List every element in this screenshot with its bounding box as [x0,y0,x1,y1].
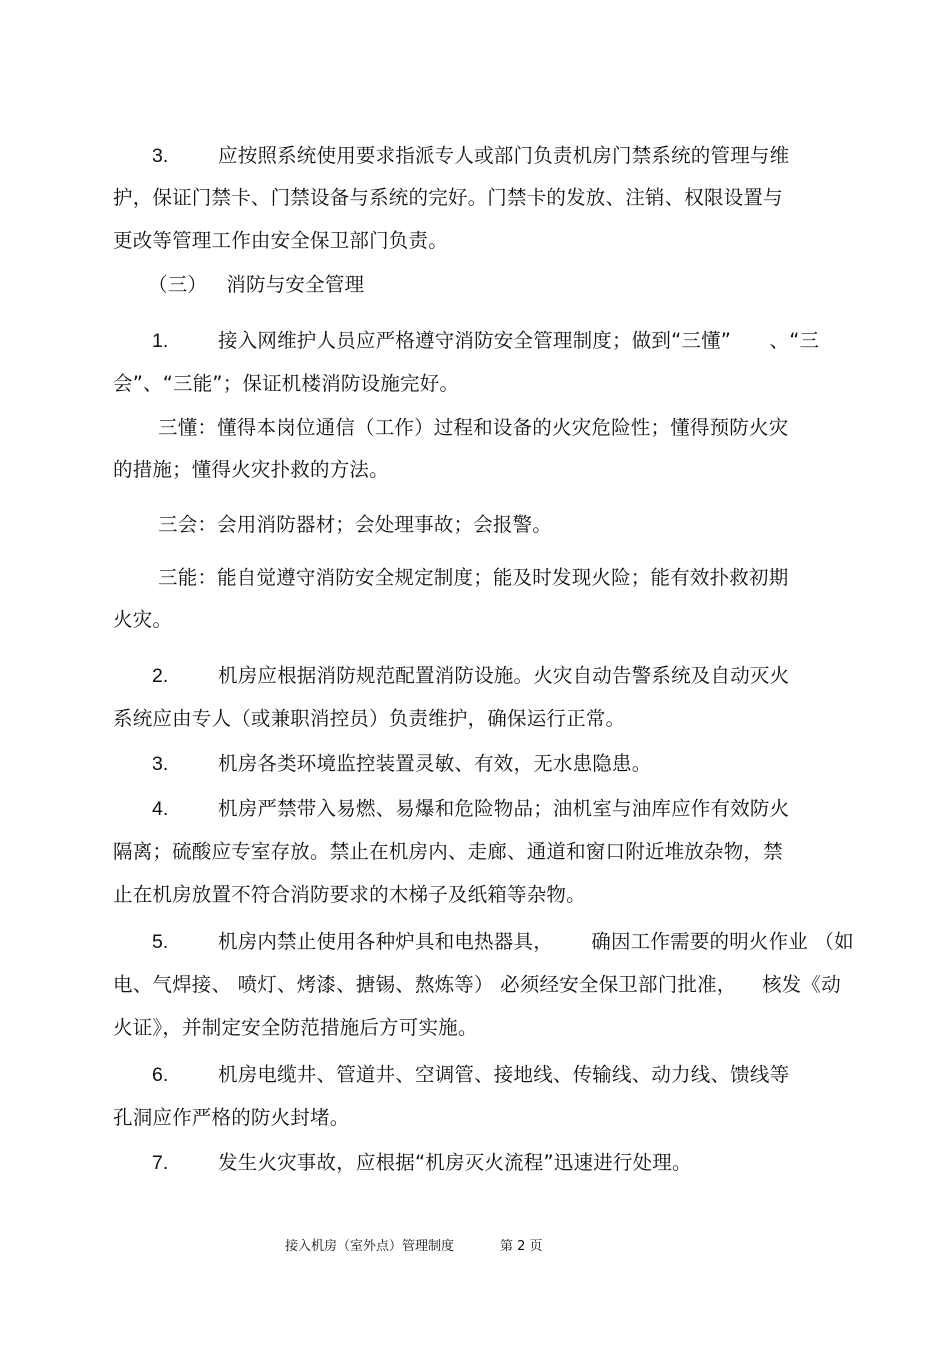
footer-page-number: 第 2 页 [500,1239,543,1254]
section-heading: （三） 消防与安全管理 [148,273,365,296]
paragraph-line: 孔洞应作严格的防火封堵。 [113,1106,350,1129]
paragraph-line: 会”、“三能”；保证机楼消防设施完好。 [113,372,460,395]
paragraph-line: 机房应根据消防规范配置消防设施。火灾自动告警系统及自动灭火 [218,664,790,687]
item-number: 1. [152,330,169,352]
paragraph-line: 隔离；硫酸应专室存放。禁止在机房内、走廊、通道和窗口附近堆放杂物，禁 [113,840,783,863]
footer-title: 接入机房（室外点）管理制度 [285,1239,455,1254]
paragraph-line: 电、气焊接、 喷灯、烤漆、搪锡、熬炼等） 必须经安全保卫部门批准， 核发《动 [113,973,841,996]
paragraph-line: 应按照系统使用要求指派专人或部门负责机房门禁系统的管理与维 [218,144,790,167]
item-number: 4. [152,798,169,820]
paragraph-line: 火证》，并制定安全防范措施后方可实施。 [113,1016,478,1039]
paragraph-line: 止在机房放置不符合消防要求的木梯子及纸箱等杂物。 [113,883,586,906]
paragraph-line: 三能：能自觉遵守消防安全规定制度；能及时发现火险；能有效扑救初期 [158,566,789,589]
paragraph-line: 更改等管理工作由安全保卫部门负责。 [113,229,448,252]
item-number: 2. [152,665,169,687]
item-number: 6. [152,1064,169,1086]
item-number: 3. [152,145,169,167]
paragraph-line: 三懂：懂得本岗位通信（工作）过程和设备的火灾危险性；懂得预防火灾 [158,416,789,439]
paragraph-line: 机房各类环境监控装置灵敏、有效，无水患隐患。 [218,752,652,775]
paragraph-line: 火灾。 [113,608,173,631]
item-number: 5. [152,931,169,953]
paragraph-line: 发生火灾事故，应根据“机房灭火流程”迅速进行处理。 [218,1151,692,1174]
item-number: 7. [152,1152,169,1174]
paragraph-line: 接入网维护人员应严格遵守消防安全管理制度；做到“三懂” 、“三 [218,329,820,352]
paragraph-line: 机房电缆井、管道井、空调管、接地线、传输线、动力线、馈线等 [218,1063,790,1086]
paragraph-line: 机房严禁带入易燃、易爆和危险物品；油机室与油库应作有效防火 [218,797,790,820]
paragraph-line: 的措施；懂得火灾扑救的方法。 [113,458,389,481]
paragraph-line: 护，保证门禁卡、门禁设备与系统的完好。门禁卡的发放、注销、权限设置与 [113,186,783,209]
paragraph-line: 机房内禁止使用各种炉具和电热器具， 确因工作需要的明火作业 （如 [218,930,854,953]
item-number: 3. [152,753,169,775]
paragraph-line: 三会：会用消防器材；会处理事故；会报警。 [158,513,553,536]
paragraph-line: 系统应由专人（或兼职消控员）负责维护，确保运行正常。 [113,707,626,730]
